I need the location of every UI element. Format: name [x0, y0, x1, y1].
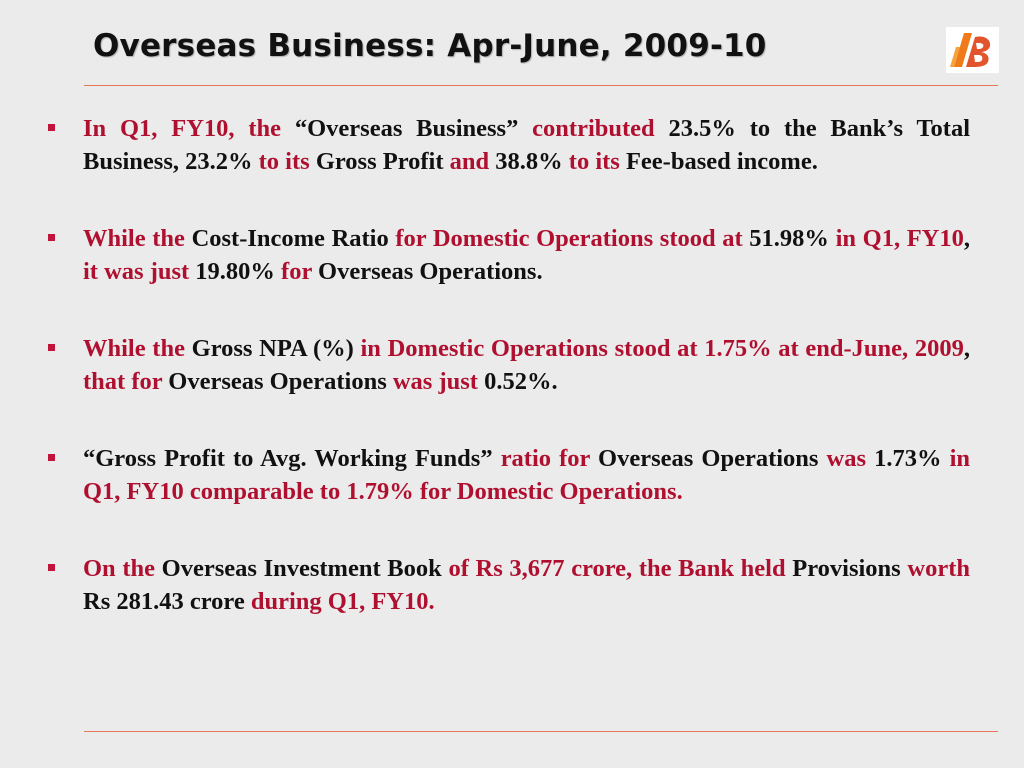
square-bullet-icon	[48, 344, 55, 351]
bullet-text-segment: Provisions	[792, 555, 908, 582]
bullet-text-segment: 19.80%	[195, 257, 282, 285]
bullet-text-segment: ,	[963, 225, 970, 252]
bullet-text-segment: in Q1, FY10 comparable to 1.79% for Domestic Operations.	[83, 445, 971, 505]
bullet-item	[48, 443, 970, 508]
bullet-text-segment: for Domestic Operations stood at	[395, 225, 750, 252]
bullet-text-segment: was just	[392, 367, 485, 395]
bullet-text-segment: of Rs 3,677 crore, the Bank held	[448, 555, 793, 582]
footer-divider	[84, 731, 998, 732]
bullet-text-segment: ratio for	[500, 445, 599, 472]
bullet-text-segment: 23.5% to the Bank’s Total Business, 23.2%	[83, 115, 971, 175]
bank-of-baroda-logo	[946, 27, 999, 73]
square-bullet-icon	[48, 124, 55, 131]
bullet-item	[48, 223, 970, 288]
bullet-text-segment: ,	[963, 335, 970, 362]
bullet-text-segment: “Gross Profit to Avg. Working Funds”	[83, 445, 501, 472]
bullet-text-segment: and	[449, 147, 496, 175]
bullet-text-segment: Cost-Income Ratio	[191, 225, 396, 252]
bullet-text-segment: Overseas Operations	[168, 367, 393, 395]
header-divider	[84, 85, 998, 86]
bullet-text-segment: it was just	[83, 257, 196, 285]
bullet-text-segment: 38.8%	[495, 147, 569, 175]
bullet-text-segment: Rs 281.43 crore	[83, 587, 251, 615]
bullet-item	[48, 553, 970, 618]
bullet-text-segment: Fee-based income.	[625, 147, 818, 175]
bullet-text-segment: Overseas Operations.	[318, 257, 543, 285]
bullet-text-segment: Overseas Investment Book	[161, 555, 449, 582]
bullet-text-segment: for	[281, 257, 319, 285]
bullet-item	[48, 333, 970, 398]
bullet-text-segment: to its	[568, 147, 626, 175]
square-bullet-icon	[48, 564, 55, 571]
bullet-text-segment: was	[826, 445, 875, 472]
bullet-list	[48, 113, 970, 663]
bullet-text-segment: that for	[83, 367, 169, 395]
bullet-text-segment: 1.73%	[874, 445, 950, 472]
bullet-text-segment: While the	[83, 225, 192, 252]
bullet-text-segment: in Domestic Operations stood at 1.75% at end-June, 2009	[360, 335, 964, 362]
bullet-text-segment: in Q1, FY10	[835, 225, 964, 252]
bullet-text-segment: worth	[907, 555, 970, 582]
bullet-text-segment: Gross Profit	[315, 147, 450, 175]
bullet-text-segment: 0.52%.	[484, 367, 558, 395]
bullet-text-segment: 51.98%	[749, 225, 836, 252]
bullet-text-segment: In Q1, FY10, the	[83, 115, 295, 142]
bullet-text-segment: contributed	[532, 115, 669, 142]
bullet-text-segment: Gross NPA (%)	[191, 335, 361, 362]
bullet-text-segment: While the	[83, 335, 192, 362]
bullet-text-segment: “Overseas Business”	[294, 115, 533, 142]
bullet-text-segment: On the	[83, 555, 162, 582]
bullet-item	[48, 113, 970, 178]
bullet-text-segment: to its	[258, 147, 316, 175]
square-bullet-icon	[48, 454, 55, 461]
bullet-text-segment: Overseas Operations	[598, 445, 827, 472]
slide-title: Overseas Business: Apr-June, 2009-10	[93, 28, 767, 64]
square-bullet-icon	[48, 234, 55, 241]
bullet-text-segment: during Q1, FY10.	[250, 587, 435, 615]
